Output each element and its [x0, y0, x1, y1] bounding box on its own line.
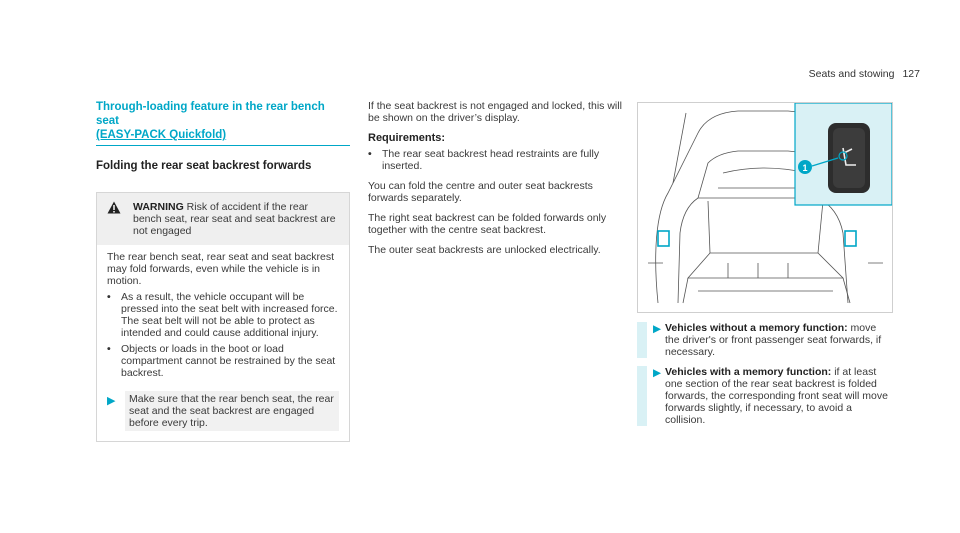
step-text: if at least one section of the rear seat backrest is folded forwards, the corresponding front seat will move forwards slightly, if necessary, to avoid a collision. — [665, 366, 888, 426]
steps-list — [637, 322, 891, 434]
list-item-text: Objects or loads in the boot or load compartment cannot be restrained by the seat backrest. — [121, 343, 336, 379]
section-title-line2: (EASY-PACK Quickfold) — [96, 129, 227, 141]
release-marker-left — [658, 231, 669, 246]
action-step — [107, 391, 339, 431]
section-title-line1: Through-loading feature in the rear bench seat — [96, 101, 325, 127]
title-rule — [96, 145, 350, 146]
boot-drawing — [638, 103, 892, 312]
warning-label: WARNING — [133, 201, 184, 213]
list-item-text: The rear seat backrest head restraints are fully inserted. — [382, 148, 600, 172]
subheading: Folding the rear seat backrest forwards — [96, 160, 312, 172]
paragraph: You can fold the centre and outer seat backrests forwards separately. — [368, 180, 593, 204]
paragraph: If the seat backrest is not engaged and locked, this will be shown on the driver’s display. — [368, 100, 622, 124]
list-item — [107, 291, 339, 339]
list-item — [368, 148, 626, 172]
arrow-right-icon: ▶ — [653, 367, 662, 379]
step-bar — [637, 322, 647, 358]
step-bar — [637, 366, 647, 426]
arrow-right-icon: ▶ — [653, 323, 662, 335]
warning-triangle-icon — [107, 201, 123, 237]
warning-body — [97, 245, 349, 441]
warning-header — [97, 193, 349, 245]
step-item — [637, 366, 891, 426]
page-number: 127 — [902, 68, 920, 80]
boot-illustration — [637, 102, 893, 313]
action-text: Make sure that the rear bench seat, the rear seat and the seat backrest are engaged before every trip. — [125, 391, 339, 431]
step-item — [637, 322, 891, 358]
bullet-icon: • — [107, 343, 111, 355]
step-label: Vehicles without a memory function: — [665, 322, 848, 334]
bullet-icon: • — [107, 291, 111, 303]
left-column — [96, 100, 350, 442]
section-title — [96, 100, 350, 142]
warning-text: Risk of accident if the rear bench seat, rear seat and seat backrest are not engaged — [133, 201, 336, 237]
section-name: Seats and stowing — [808, 68, 895, 80]
bullet-icon: • — [368, 148, 372, 160]
middle-column — [368, 100, 626, 264]
callout-number: 1 — [802, 163, 808, 173]
release-marker-right — [845, 231, 856, 246]
list-item — [107, 343, 339, 379]
list-item-text: As a result, the vehicle occupant will be pressed into the seat belt with increased force. The seat belt will not be able to protect as intended and could cause additional injury. — [121, 291, 338, 339]
arrow-right-icon: ▶ — [107, 395, 116, 407]
warning-box — [96, 192, 350, 442]
paragraph: The right seat backrest can be folded forwards only together with the centre seat backrest. — [368, 212, 607, 236]
step-text: move the driver's or front passenger seat forwards, if necessary. — [665, 322, 882, 358]
requirements-label: Requirements: — [368, 132, 446, 144]
warning-body-text: The rear bench seat, rear seat and seat backrest may fold forwards, even while the vehicle is in motion. — [107, 251, 335, 287]
page-header — [809, 68, 920, 80]
paragraph: The outer seat backrests are unlocked electrically. — [368, 244, 601, 256]
step-label: Vehicles with a memory function: — [665, 366, 832, 378]
